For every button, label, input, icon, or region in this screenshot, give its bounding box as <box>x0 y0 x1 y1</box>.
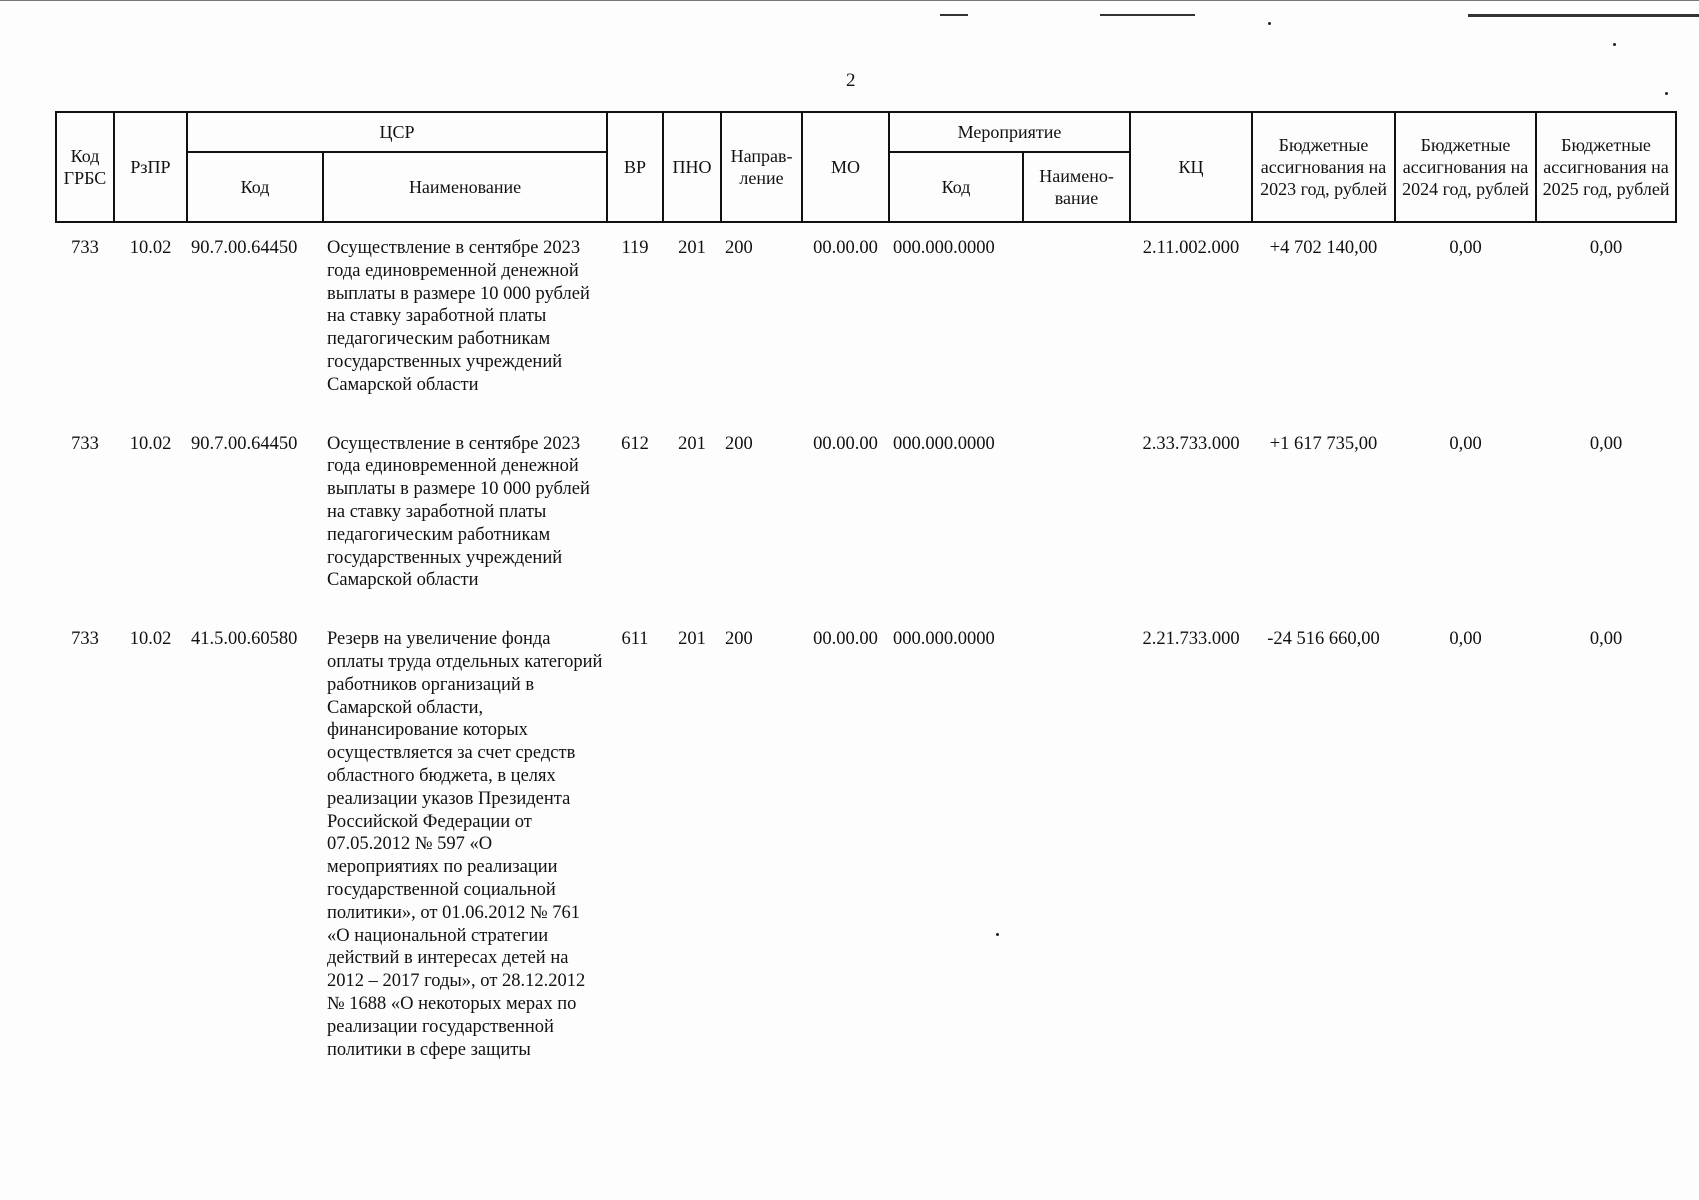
cell-rzpr: 10.02 <box>129 433 172 454</box>
cell-budget-2024: 0,00 <box>1449 238 1482 258</box>
header-meropr-name: Наимено-вание <box>1023 152 1130 222</box>
cell-csr-name: Осуществление в сентябре 2023 года единовременной денежной выплаты в размере 10 000 рублей на ставку заработной платы педагогическим работникам государственных учреждений Самарской области <box>327 433 590 591</box>
cell-rzpr: 10.02 <box>129 629 172 650</box>
table-row <box>56 222 1676 419</box>
cell-mo: 00.00.00 <box>813 238 878 258</box>
cell-meropr-kod: 000.000.0000 <box>893 238 995 258</box>
cell-vr: 611 <box>621 629 649 650</box>
scan-artifact-speck <box>1665 92 1668 95</box>
cell-budget-2024: 0,00 <box>1449 433 1482 454</box>
cell-csr-kod: 90.7.00.64450 <box>191 433 298 454</box>
cell-rzpr: 10.02 <box>129 238 172 258</box>
header-pno: ПНО <box>663 112 721 222</box>
cell-pno: 201 <box>678 433 706 454</box>
header-csr-kod: Код <box>187 152 323 222</box>
cell-grbs: 733 <box>71 629 99 650</box>
cell-mo: 00.00.00 <box>813 629 878 650</box>
header-meropr-kod: Код <box>889 152 1023 222</box>
scan-artifact-line <box>1100 14 1195 16</box>
cell-grbs: 733 <box>71 238 99 258</box>
cell-budget-2023: +4 702 140,00 <box>1269 238 1378 258</box>
cell-budget-2025: 0,00 <box>1589 629 1623 650</box>
cell-meropr-kod: 000.000.0000 <box>893 433 995 454</box>
cell-budget-2025: 0,00 <box>1589 238 1623 258</box>
header-napravlenie: Направ-ление <box>721 112 802 222</box>
cell-csr-name: Резерв на увеличение фонда оплаты труда отдельных категорий работников организаций в Самарской области, финансирование которых осуществляется за счет средств областного бюджета, в целях реализации указов Президента Российской Федерации от 07.05.2012 № 597 «О мероприятиях по реализации государственной социальной политики», от 01.06.2012 № 761 «О национальной стратегии действий в интересах детей на 2012 – 2017 годы», от 28.12.2012 № 1688 «О некоторых мерах по реализации государственной политики в сфере защиты <box>327 629 603 1060</box>
cell-napr: 200 <box>725 629 753 650</box>
cell-csr-kod: 41.5.00.60580 <box>191 629 298 650</box>
cell-meropr-name <box>1023 614 1130 1083</box>
cell-kc: 2.21.733.000 <box>1142 629 1240 650</box>
header-mo: МО <box>802 112 889 222</box>
cell-vr: 612 <box>621 433 649 454</box>
table-row <box>56 614 1676 1083</box>
header-kc: КЦ <box>1130 112 1252 222</box>
cell-meropr-name <box>1023 222 1130 419</box>
cell-kc: 2.33.733.000 <box>1142 433 1240 454</box>
cell-grbs: 733 <box>71 433 99 454</box>
cell-pno: 201 <box>678 238 706 258</box>
scan-artifact-line <box>940 14 968 16</box>
page-number: 2 <box>846 70 856 91</box>
scan-artifact-speck <box>1613 43 1616 46</box>
cell-mo: 00.00.00 <box>813 433 878 454</box>
header-kod-grbs: Код ГРБС <box>56 112 114 222</box>
cell-napr: 200 <box>725 433 753 454</box>
header-budget-2024: Бюджетные ассигнования на 2024 год, рублей <box>1395 112 1536 222</box>
cell-napr: 200 <box>725 238 753 258</box>
cell-csr-kod: 90.7.00.64450 <box>191 238 298 258</box>
header-budget-2023: Бюджетные ассигнования на 2023 год, рублей <box>1252 112 1395 222</box>
cell-pno: 201 <box>678 629 706 650</box>
cell-vr: 119 <box>621 238 649 258</box>
cell-budget-2025: 0,00 <box>1589 433 1623 454</box>
cell-budget-2024: 0,00 <box>1449 629 1482 650</box>
header-rzpr: РзПР <box>114 112 187 222</box>
table-row <box>56 419 1676 615</box>
scan-artifact-top-line <box>0 0 1699 1</box>
cell-csr-name: Осуществление в сентябре 2023 года единовременной денежной выплаты в размере 10 000 рублей на ставку заработной платы педагогическим работникам государственных учреждений Самарской области <box>327 238 590 395</box>
scan-artifact-line <box>1468 14 1699 17</box>
scan-artifact-speck <box>1268 22 1271 25</box>
cell-kc: 2.11.002.000 <box>1142 238 1240 258</box>
header-vr: ВР <box>607 112 663 222</box>
budget-table <box>55 111 1677 1083</box>
header-csr: ЦСР <box>187 112 607 152</box>
cell-meropr-kod: 000.000.0000 <box>893 629 995 650</box>
header-meropriyatie: Мероприятие <box>889 112 1130 152</box>
cell-meropr-name <box>1023 419 1130 615</box>
header-csr-name: Наименование <box>323 152 607 222</box>
cell-budget-2023: -24 516 660,00 <box>1267 629 1380 650</box>
header-budget-2025: Бюджетные ассигнования на 2025 год, рублей <box>1536 112 1676 222</box>
cell-budget-2023: +1 617 735,00 <box>1269 433 1378 454</box>
